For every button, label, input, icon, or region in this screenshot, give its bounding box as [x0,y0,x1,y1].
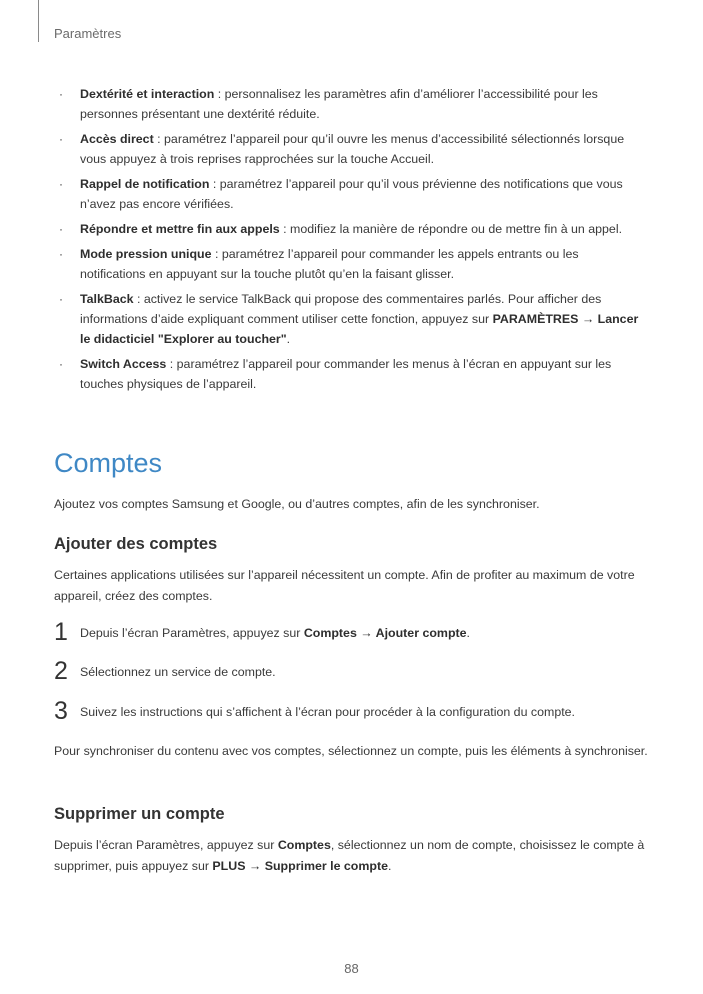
option-description: : activez le service TalkBack qui propose des commentaires parlés. Pour afficher des informations d’aide expliquant comment utiliser cette fonction, appuyez sur [80,292,602,326]
option-description: : modifiez la manière de répondre ou de mettre fin à un appel. [279,222,623,236]
option-term: Rappel de notification [80,177,210,191]
step-number: 2 [54,657,68,685]
step-text: Depuis l’écran Paramètres, appuyez sur Comptes → Ajouter compte. [80,626,470,640]
option-description: : paramétrez l’appareil pour qu’il vous prévienne des notifications que vous n’avez pas encore vérifiées. [80,177,623,211]
option-term: Switch Access [80,357,167,371]
step-2 [54,656,649,686]
bullet-icon: · [59,247,63,261]
option-term: Dextérité et interaction [80,87,215,101]
option-description: : paramétrez l’appareil pour qu’il ouvre les menus d’accessibilité sélectionnés lorsque vous appuyez à trois reprises rapprochées sur la touche Accueil. [80,132,625,166]
remove-account-heading: Supprimer un compte [54,805,225,823]
list-item [58,244,644,284]
bullet-icon: · [59,177,63,191]
remove-account-instructions: Depuis l’écran Paramètres, appuyez sur Comptes, sélectionnez un nom de compte, choisissez le compte à supprimer, puis appuyez sur PLUS → Supprimer le compte. [54,838,645,873]
header-divider [38,0,39,42]
option-term: Répondre et mettre fin aux appels [80,222,280,236]
list-item [58,289,644,349]
step-3 [54,696,649,726]
section-title: Comptes [54,448,163,478]
menu-path: PARAMÈTRES → Lancer le didacticiel "Explorer au toucher" [80,312,639,346]
list-item [58,354,644,394]
bullet-icon: · [59,292,63,306]
option-term: Mode pression unique [80,247,212,261]
option-description: : paramétrez l’appareil pour commander les appels entrants ou les notifications en appuyant sur la touche plutôt qu’en la faisant glisser. [80,247,579,281]
option-description: : personnalisez les paramètres afin d’améliorer l’accessibilité pour les personnes présentant une dextérité réduite. [80,87,598,121]
list-item [58,219,644,239]
option-description: : paramétrez l’appareil pour commander les menus à l’écran en appuyant sur les touches physiques de l’appareil. [80,357,612,391]
accessibility-options-list [58,84,644,399]
bullet-icon: · [59,132,63,146]
step-text: Sélectionnez un service de compte. [80,665,276,679]
section-intro: Ajoutez vos comptes Samsung et Google, ou d’autres comptes, afin de les synchroniser. [54,497,540,511]
list-item [58,129,644,169]
step-text: Suivez les instructions qui s’affichent à l’écran pour procéder à la configuration du compte. [80,705,575,719]
page-header: Paramètres [54,26,122,41]
list-item [58,84,644,124]
bullet-icon: · [59,222,63,236]
page-number: 88 [344,961,359,976]
option-term: TalkBack [80,292,134,306]
step-number: 1 [54,618,68,646]
add-accounts-intro: Certaines applications utilisées sur l’appareil nécessitent un compte. Afin de profiter au maximum de votre appareil, créez des comptes. [54,568,635,603]
list-item [58,174,644,214]
bullet-icon: · [59,87,63,101]
step-number: 3 [54,697,68,725]
sync-note: Pour synchroniser du contenu avec vos comptes, sélectionnez un compte, puis les éléments à synchroniser. [54,744,648,758]
option-tail: . [286,332,291,346]
bullet-icon: · [59,357,63,371]
add-accounts-heading: Ajouter des comptes [54,535,218,553]
step-1 [54,617,649,647]
option-term: Accès direct [80,132,154,146]
